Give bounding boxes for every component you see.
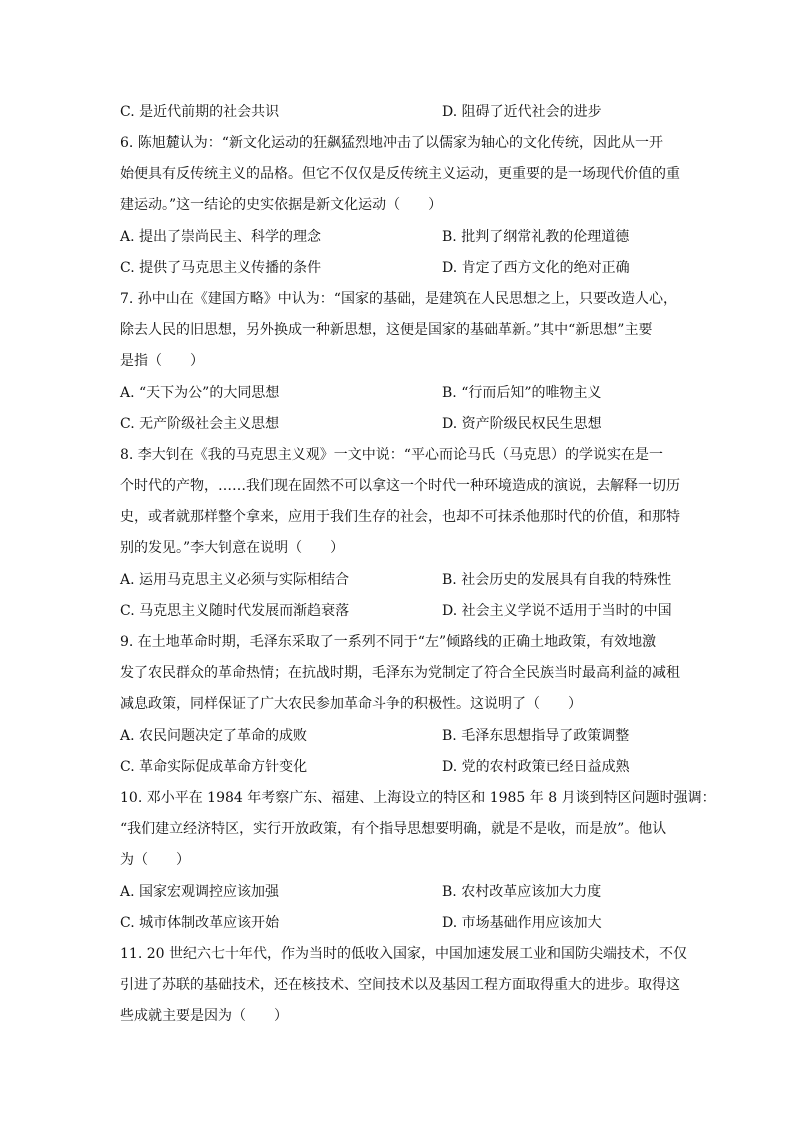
q9-stem-line-3: 减息政策，同样保证了广大农民参加革命斗争的积极性。这说明了（ ） (120, 696, 582, 712)
q10-option-a: A. 国家宏观调控应该加强 (120, 884, 280, 900)
q7-option-d: D. 资产阶级民权民生思想 (442, 416, 602, 432)
q6-stem-line-2: 始便具有反传统主义的品格。但它不仅仅是反传统主义运动，更重要的是一场现代价值的重 (120, 166, 680, 182)
q7-stem-line-2: 除去人民的旧思想，另外换成一种新思想，这便是国家的基础革新。”其中“新思想”主要 (120, 322, 653, 338)
q9-option-b: B. 毛泽东思想指导了政策调整 (442, 728, 630, 744)
q10-option-d: D. 市场基础作用应该加大 (442, 915, 602, 931)
q5-option-d: D. 阻碍了近代社会的进步 (442, 104, 602, 120)
q11-stem-line-2: 引进了苏联的基础技术，还在核技术、空间技术以及基因工程方面取得重大的进步。取得这 (120, 977, 680, 993)
q8-stem-line-3: 史，或者就那样整个拿来，应用于我们生存的社会，也却不可抹杀他那时代的价值，和那特 (120, 509, 680, 525)
q10-stem-line-2: “我们建立经济特区，实行开放政策，有个指导思想要明确，就是不是收，而是放”。他认 (120, 821, 667, 837)
q7-option-c: C. 无产阶级社会主义思想 (120, 416, 280, 432)
q6-option-d: D. 肯定了西方文化的绝对正确 (442, 260, 630, 276)
q11-stem-line-1: 11. 20 世纪六七十年代，作为当时的低收入国家，中国加速发展工业和国防尖端技术，不仅 (120, 946, 687, 962)
q9-option-c: C. 革命实际促成革命方针变化 (120, 759, 308, 775)
q6-option-c: C. 提供了马克思主义传播的条件 (120, 260, 322, 276)
q9-option-d: D. 党的农村政策已经日益成熟 (442, 759, 630, 775)
q8-stem-line-1: 8. 李大钊在《我的马克思主义观》一文中说：“平心而论马氏（马克思）的学说实在是一 (120, 447, 663, 463)
q9-stem-line-1: 9. 在土地革命时期，毛泽东采取了一系列不同于“左”倾路线的正确土地政策，有效地激 (120, 634, 657, 650)
q8-stem-line-4: 别的发见。”李大钊意在说明（ ） (120, 540, 345, 556)
q5-option-c: C. 是近代前期的社会共识 (120, 104, 280, 120)
q11-stem-line-3: 些成就主要是因为（ ） (120, 1008, 288, 1024)
q7-stem-line-1: 7. 孙中山在《建国方略》中认为：“国家的基础，是建筑在人民思想之上，只要改造人心， (120, 291, 677, 307)
q7-option-a: A. “天下为公”的大同思想 (120, 385, 280, 401)
q8-stem-line-2: 个时代的产物，……我们现在固然不可以拿这一个时代一种环境造成的演说，去解释一切历 (120, 478, 680, 494)
q9-option-a: A. 农民问题决定了革命的成败 (120, 728, 308, 744)
q8-option-a: A. 运用马克思主义必须与实际相结合 (120, 572, 350, 588)
q6-stem-line-1: 6. 陈旭麓认为：“新文化运动的狂飙猛烈地冲击了以儒家为轴心的文化传统，因此从一开 (120, 135, 663, 151)
q10-option-c: C. 城市体制改革应该开始 (120, 915, 280, 931)
q6-option-b: B. 批判了纲常礼教的伦理道德 (442, 229, 630, 245)
q10-stem-line-1: 10. 邓小平在 1984 年考察广东、福建、上海设立的特区和 1985 年 8 月谈到特区问题时强调： (120, 790, 716, 806)
q9-stem-line-2: 发了农民群众的革命热情；在抗战时期，毛泽东为党制定了符合全民族当时最高利益的减租 (120, 665, 680, 681)
q8-option-d: D. 社会主义学说不适用于当时的中国 (442, 603, 672, 619)
q6-option-a: A. 提出了崇尚民主、科学的理念 (120, 229, 322, 245)
q10-option-b: B. 农村改革应该加大力度 (442, 884, 602, 900)
q8-option-c: C. 马克思主义随时代发展而渐趋衰落 (120, 603, 350, 619)
q8-option-b: B. 社会历史的发展具有自我的特殊性 (442, 572, 672, 588)
q10-stem-line-3: 为（ ） (120, 852, 190, 868)
q7-option-b: B. “行而后知”的唯物主义 (442, 385, 602, 401)
q7-stem-line-3: 是指（ ） (120, 353, 204, 369)
q6-stem-line-3: 建运动。”这一结论的史实依据是新文化运动（ ） (120, 197, 443, 213)
